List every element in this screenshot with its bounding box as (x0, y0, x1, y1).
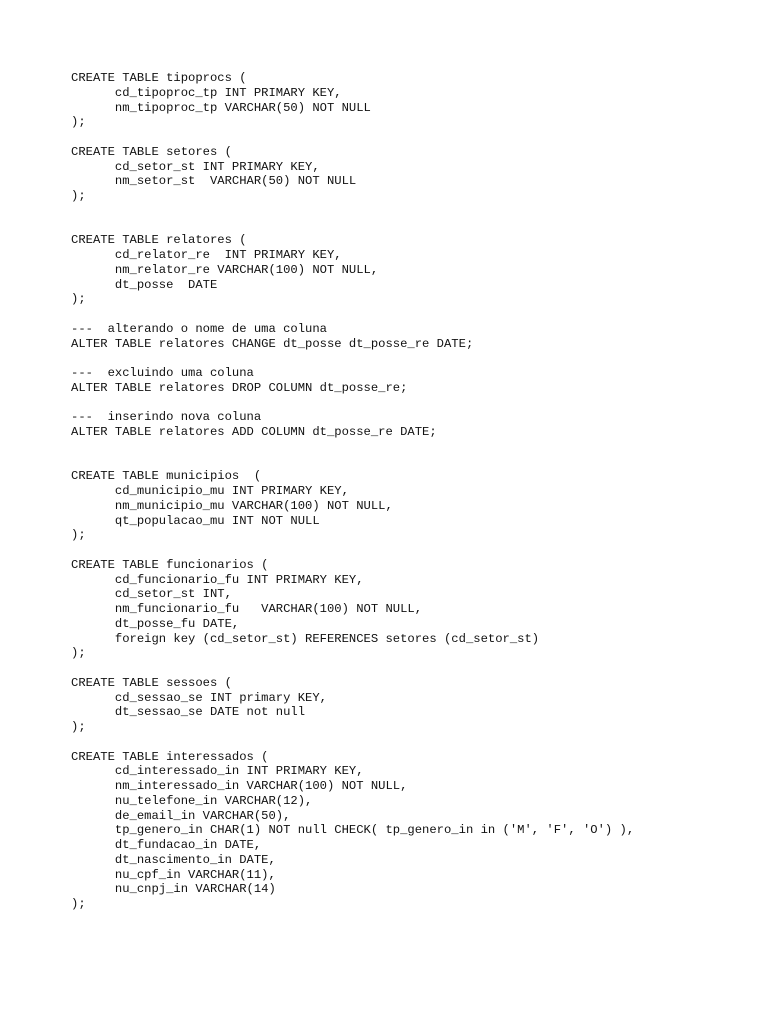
code-line (71, 307, 634, 322)
code-line: ); (71, 115, 86, 130)
code-line: ); (71, 292, 86, 307)
code-line: ); (71, 528, 86, 543)
code-line: --- inserindo nova coluna (71, 410, 262, 425)
code-line: nm_setor_st VARCHAR(50) NOT NULL (71, 174, 357, 189)
code-line (71, 219, 634, 234)
code-line (71, 440, 634, 455)
code-line: de_email_in VARCHAR(50), (71, 808, 291, 823)
code-line: cd_interessado_in INT PRIMARY KEY, (71, 764, 364, 779)
code-line: dt_posse DATE (71, 277, 218, 292)
code-line: cd_relator_re INT PRIMARY KEY, (71, 248, 342, 262)
code-line: cd_municipio_mu INT PRIMARY KEY, (71, 484, 349, 498)
code-line: nm_relator_re VARCHAR(100) NOT NULL, (71, 262, 379, 277)
sql-code-block (71, 71, 634, 912)
code-line: CREATE TABLE municipios ( (71, 469, 262, 484)
code-line: tp_genero_in CHAR(1) NOT null CHECK( tp_genero_in in ('M', 'F', 'O') ), (71, 823, 635, 838)
code-line: CREATE TABLE tipoprocs ( (71, 71, 247, 85)
code-line: CREATE TABLE setores ( (71, 144, 232, 159)
code-line (71, 204, 634, 219)
code-line (71, 396, 634, 411)
code-line: dt_sessao_se DATE not null (71, 705, 306, 720)
code-line (71, 543, 634, 558)
code-line: qt_populacao_mu INT NOT NULL (71, 513, 320, 528)
code-line: nm_municipio_mu VARCHAR(100) NOT NULL, (71, 498, 393, 513)
code-line: nm_funcionario_fu VARCHAR(100) NOT NULL, (71, 602, 423, 616)
code-line: cd_funcionario_fu INT PRIMARY KEY, (71, 572, 364, 587)
code-line: dt_posse_fu DATE, (71, 616, 240, 631)
code-line: --- alterando o nome de uma coluna (71, 321, 327, 336)
code-line (71, 661, 634, 676)
code-line: ); (71, 646, 86, 661)
code-line (71, 455, 634, 470)
code-line: ); (71, 897, 86, 911)
code-line: nu_cnpj_in VARCHAR(14) (71, 882, 276, 897)
code-line: ); (71, 189, 86, 203)
code-line: CREATE TABLE interessados ( (71, 749, 269, 764)
code-line (71, 130, 634, 145)
code-line: CREATE TABLE sessoes ( (71, 675, 232, 690)
code-line: nm_tipoproc_tp VARCHAR(50) NOT NULL (71, 100, 371, 115)
code-line: ALTER TABLE relatores CHANGE dt_posse dt_posse_re DATE; (71, 336, 474, 351)
code-line (71, 735, 634, 750)
code-line: cd_tipoproc_tp INT PRIMARY KEY, (71, 85, 342, 100)
code-line: nu_telefone_in VARCHAR(12), (71, 793, 313, 808)
code-line: cd_sessao_se INT primary KEY, (71, 690, 327, 705)
code-line: ALTER TABLE relatores ADD COLUMN dt_posse_re DATE; (71, 425, 437, 439)
code-line (71, 351, 634, 366)
code-line: CREATE TABLE funcionarios ( (71, 557, 269, 572)
code-line: CREATE TABLE relatores ( (71, 233, 247, 248)
code-line: foreign key (cd_setor_st) REFERENCES setores (cd_setor_st) (71, 631, 540, 646)
code-line: ALTER TABLE relatores DROP COLUMN dt_posse_re; (71, 380, 408, 395)
code-line: nm_interessado_in VARCHAR(100) NOT NULL, (71, 779, 408, 793)
code-line: dt_fundacao_in DATE, (71, 838, 262, 852)
code-line: --- excluindo uma coluna (71, 366, 254, 380)
code-line: ); (71, 720, 86, 734)
code-line: dt_nascimento_in DATE, (71, 852, 276, 867)
code-line: cd_setor_st INT, (71, 587, 232, 602)
code-line: cd_setor_st INT PRIMARY KEY, (71, 159, 320, 174)
code-line: nu_cpf_in VARCHAR(11), (71, 867, 276, 882)
